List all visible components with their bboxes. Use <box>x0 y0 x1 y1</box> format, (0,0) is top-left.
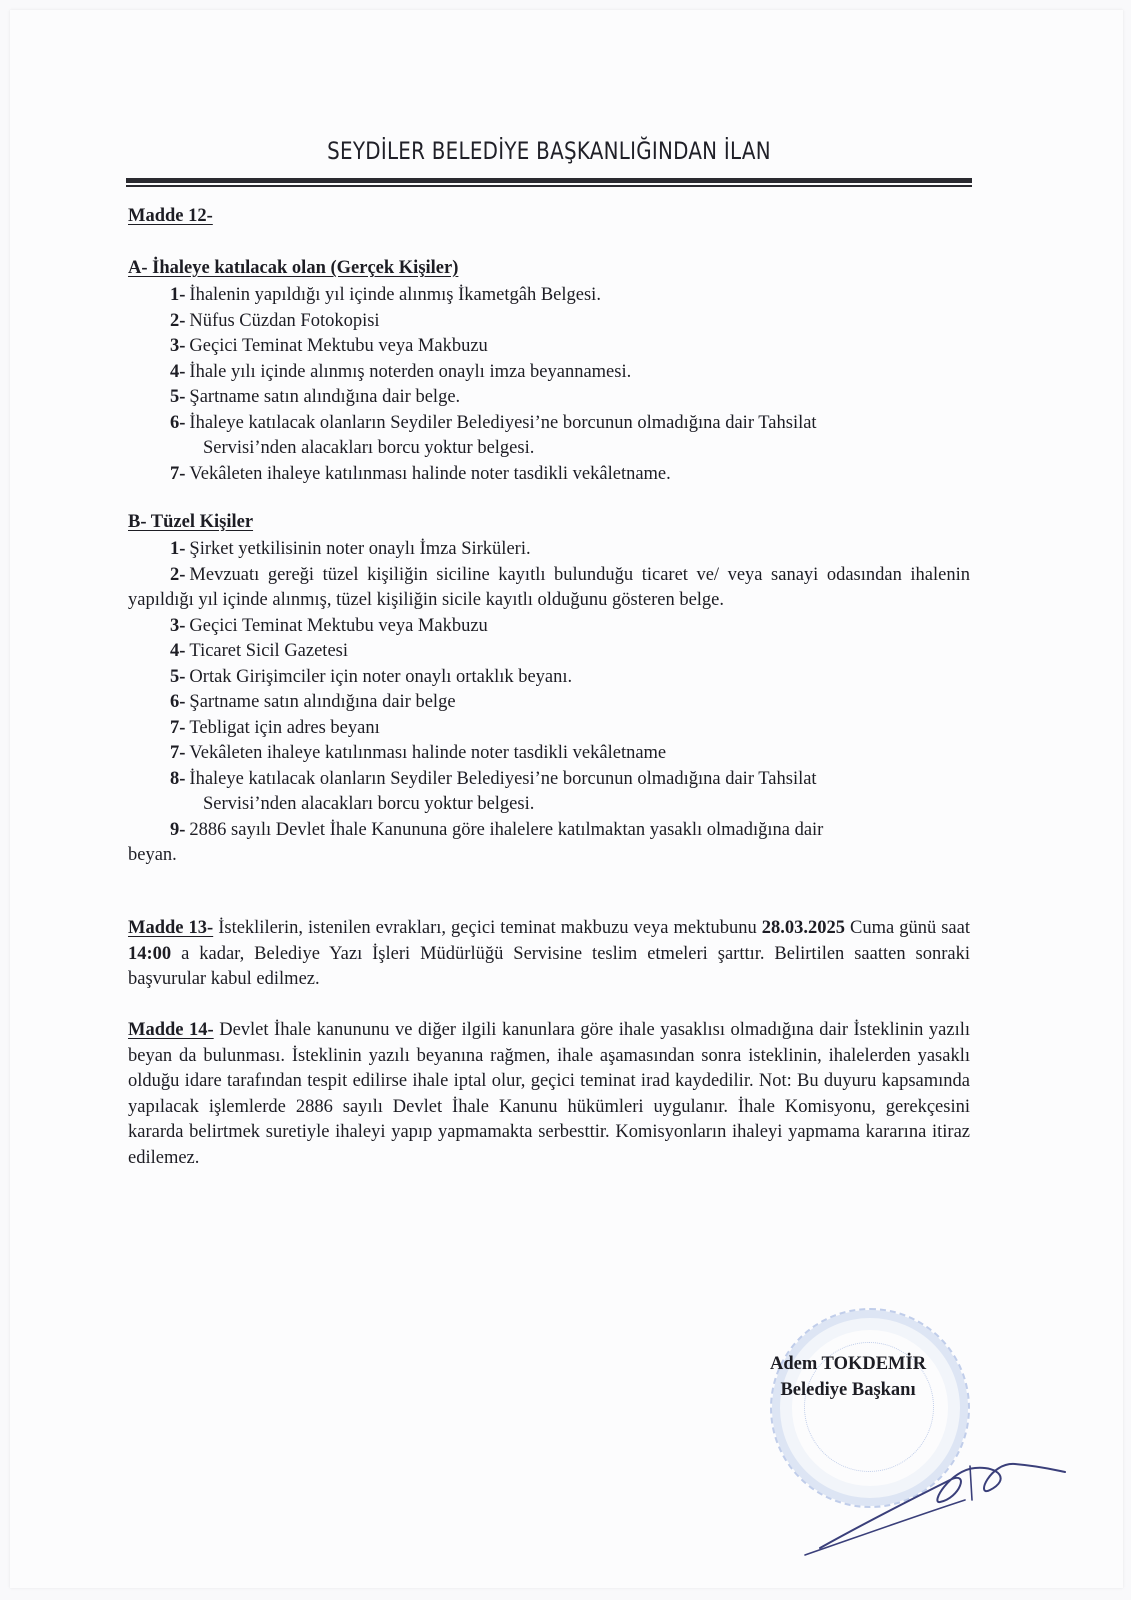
deadline-time: 14:00 <box>128 943 172 964</box>
list-item: 6- İhaleye katılacak olanların Seydiler Belediyesi’ne borcunun olmadığına dair Tahsilat Servisi’nden alacakları borcu yoktur belgesi. <box>170 412 817 458</box>
list-item: 5- Şartname satın alındığına dair belge. <box>170 387 461 407</box>
madde-13-paragraph: Madde 13- İsteklilerin, istenilen evrakları, geçici teminat makbuzu veya mektubunu 28.03.2025 Cuma günü saat 14:00 a kadar, Belediye Yazı İşleri Müdürlüğü Servisine teslim etmeleri şarttır. Belirtilen saatten sonraki başvurular kabul edilmez. <box>128 918 970 989</box>
handwritten-signature-icon <box>800 1440 1080 1560</box>
list-item: 2- Mevzuatı gereği tüzel kişiliğin siciline kayıtlı bulunduğu ticaret ve/ veya sanayi odasından ihalenin yapıldığı yıl içinde alınmış, tüzel kişiliğin sicile kayıtlı olduğunu gösteren belge. <box>128 564 970 610</box>
deadline-date: 28.03.2025 <box>761 918 845 938</box>
section-a-list <box>128 283 970 487</box>
list-item: 4- Ticaret Sicil Gazetesi <box>170 641 348 661</box>
list-item: 4- İhale yılı içinde alınmış noterden onaylı imza beyannamesi. <box>170 361 632 382</box>
list-item: 8- İhaleye katılacak olanların Seydiler Belediyesi’ne borcunun olmadığına dair Tahsilat Servisi’nden alacakları borcu yoktur belgesi. <box>170 768 817 814</box>
list-item: 7- Tebligat için adres beyanı <box>170 717 380 738</box>
list-item: 9- 2886 sayılı Devlet İhale Kanununa göre ihalelere katılmaktan yasaklı olmadığına dair beyan. <box>128 819 824 865</box>
madde-13-heading: Madde 13- <box>128 918 214 938</box>
list-item: 1- İhalenin yapıldığı yıl içinde alınmış İkametgâh Belgesi. <box>170 285 601 305</box>
section-a-heading: A- İhaleye katılacak olan (Gerçek Kişiler) <box>128 258 459 278</box>
title-rule-thick <box>126 178 972 183</box>
section-b-heading: B- Tüzel Kişiler <box>128 512 254 532</box>
list-item: 5- Ortak Girişimciler için noter onaylı ortaklık beyanı. <box>170 666 573 687</box>
section-b-list <box>128 537 970 869</box>
signatory-role: Belediye Başkanı <box>780 1380 916 1400</box>
madde-12-heading: Madde 12- <box>128 206 213 226</box>
signatory-name: Adem TOKDEMİR <box>770 1354 927 1374</box>
list-item: 1- Şirket yetkilisinin noter onaylı İmza Sirküleri. <box>170 539 531 559</box>
signature-block <box>770 1351 926 1403</box>
list-item: 3- Geçici Teminat Mektubu veya Makbuzu <box>170 615 488 636</box>
document-title: SEYDİLER BELEDİYE BAŞKANLIĞINDAN İLAN <box>327 137 771 165</box>
list-item: 7- Vekâleten ihaleye katılınması halinde noter tasdikli vekâletname <box>170 743 667 763</box>
list-item: 6- Şartname satın alındığına dair belge <box>170 692 456 712</box>
list-item: 2- Nüfus Cüzdan Fotokopisi <box>170 310 380 331</box>
list-item: 3- Geçici Teminat Mektubu veya Makbuzu <box>170 336 488 356</box>
madde-14-heading: Madde 14- <box>128 1020 214 1040</box>
title-rule-thin <box>126 185 972 187</box>
list-item: 7- Vekâleten ihaleye katılınması halinde noter tasdikli vekâletname. <box>170 463 671 484</box>
madde-14-paragraph: Madde 14- Devlet İhale kanununu ve diğer ilgili kanunlara göre ihale yasaklısı olmadığına dair İsteklinin yazılı beyan da bulunması. İsteklinin yazılı beyanına rağmen, ihale aşamasından sonra isteklinin, ihalelerden yasaklı olduğu idare tarafından tespit edilirse ihale iptal olur, geçici teminat irad kaydedilir. Not: Bu duyuru kapsamında yapılacak işlemlerde 2886 sayılı Devlet İhale Kanunu hükümleri uygulanır. İhale Komisyonu, gerekçesini kararda belirtmek suretiyle ihaleyi yapıp yapmamakta serbesttir. Komisyonların ihaleyi yapmama kararına itiraz edilemez. <box>128 1020 970 1168</box>
